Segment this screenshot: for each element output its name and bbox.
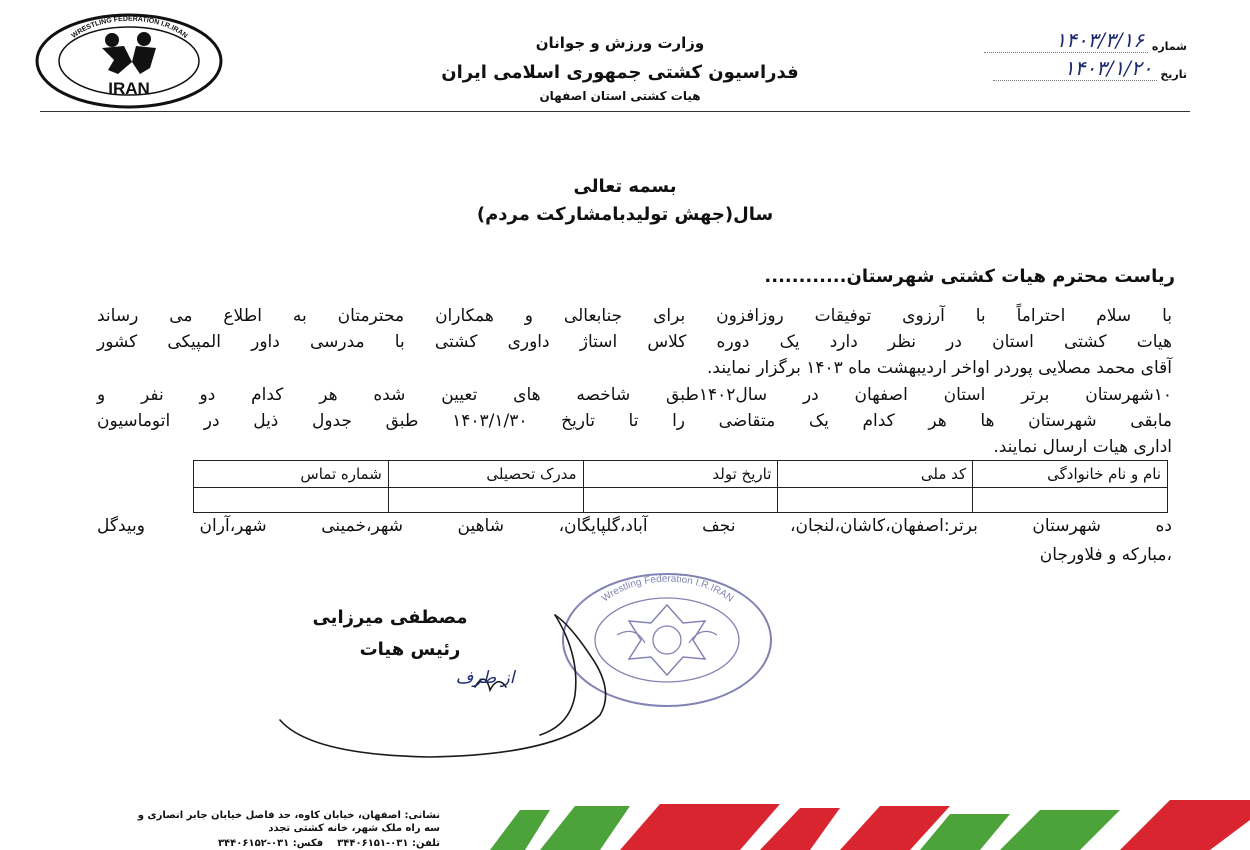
letter-number	[975, 28, 1187, 53]
paragraph-line: مابقی شهرستان ها هر کدام یک متقاضی را تا تاریخ ۱۴۰۳/۱/۳۰ طبق جدول ذیل در اتوماسیون	[97, 411, 1172, 431]
letter-date-value: ۱۴۰۳/۱/۲۰	[993, 56, 1157, 81]
federation-title: فدراسیون کشتی جمهوری اسلامی ایران	[441, 62, 799, 83]
letter-date-label: تاریخ	[1160, 68, 1187, 81]
letter-date	[975, 56, 1187, 81]
fax-number: ۰۳۱-۳۴۴۰۶۱۵۲	[217, 838, 290, 849]
footer-contacts	[40, 838, 440, 849]
footer-ribbon	[480, 800, 1250, 850]
svg-text:WRESTLING FEDERATION I.R.IRAN: WRESTLING FEDERATION I.R.IRAN	[70, 15, 189, 40]
signatory-title: رئیس هیات	[359, 639, 461, 660]
svg-text:از طرف: از طرف	[455, 668, 515, 688]
table-header-cell: شماره تماس	[194, 461, 389, 488]
table-header-cell: تاریخ تولد	[583, 461, 778, 488]
phone-label: تلفن:	[411, 838, 440, 849]
ministry-title: وزارت ورزش و جوانان	[535, 34, 705, 52]
bismillah-heading: بسمه تعالی	[573, 176, 677, 197]
paragraph-line: هیات کشتی استان در نظر دارد یک دوره کلاس استاژ داوری کشتی با مدرسی داور المپیکی کشور	[97, 332, 1172, 352]
paragraph-line: ۱۰شهرستان برتر استان اصفهان در سال۱۴۰۲طبق شاخصه های تعیین شده هر کدام دو نفر و	[97, 385, 1172, 405]
svg-text:IRAN: IRAN	[108, 79, 150, 98]
header-divider	[40, 111, 1190, 112]
table-cell	[388, 487, 583, 513]
letter-number-value: ۱۴۰۳/۳/۱۶	[984, 28, 1148, 53]
footer-address: سه راه ملک شهر، خانه کشتی تجدد	[268, 823, 440, 834]
letter-number-label: شماره	[1151, 40, 1187, 53]
fax-label: فکس:	[292, 838, 324, 849]
addressee: ریاست محترم هیات کشتی شهرستان............	[764, 266, 1175, 287]
phone-number: ۰۳۱-۳۴۴۰۶۱۵۱	[337, 838, 409, 849]
table-row	[194, 487, 1168, 513]
handwritten-signature	[270, 595, 630, 770]
federation-logo	[32, 12, 227, 110]
year-motto: سال(جهش تولیدبامشارکت مردم)	[476, 204, 774, 225]
footer-address: نشانی: اصفهان، خیابان کاوه، حد فاصل خیابان جابر انصاری و	[137, 810, 440, 821]
top-cities-line: ده شهرستان برتر:اصفهان،کاشان،لنجان، نجف آباد،گلپایگان، شاهین شهر،خمینی شهر،آران وبیدگل	[97, 516, 1172, 536]
table-header-cell: کد ملی	[778, 461, 973, 488]
signatory-name: مصطفی میرزایی	[312, 607, 468, 628]
table-cell	[778, 487, 973, 513]
top-cities-line: ،مبارکه و فلاورجان	[1039, 545, 1172, 565]
paragraph-line: آقای محمد مصلایی پوردر اواخر اردیبهشت ماه ۱۴۰۳ برگزار نمایند.	[707, 358, 1172, 378]
svg-text:Wrestling Federation I.R.IRAN: Wrestling Federation I.R.IRAN	[599, 573, 736, 605]
table-header-cell: مدرک تحصیلی	[388, 461, 583, 488]
table-header-cell: نام و نام خانوادگی	[973, 461, 1168, 488]
applicant-table	[193, 460, 1168, 513]
table-cell	[194, 487, 389, 513]
provincial-board-title: هیات کشتی استان اصفهان	[539, 89, 701, 103]
table-header-row	[194, 461, 1168, 488]
paragraph-line: با سلام احتراماً با آرزوی توفیقات روزافزون برای جنابعالی و همکاران محترمتان به اطلاع می رساند	[97, 306, 1172, 326]
table-cell	[973, 487, 1168, 513]
table-cell	[583, 487, 778, 513]
paragraph-line: اداری هیات ارسال نمایند.	[993, 437, 1172, 457]
